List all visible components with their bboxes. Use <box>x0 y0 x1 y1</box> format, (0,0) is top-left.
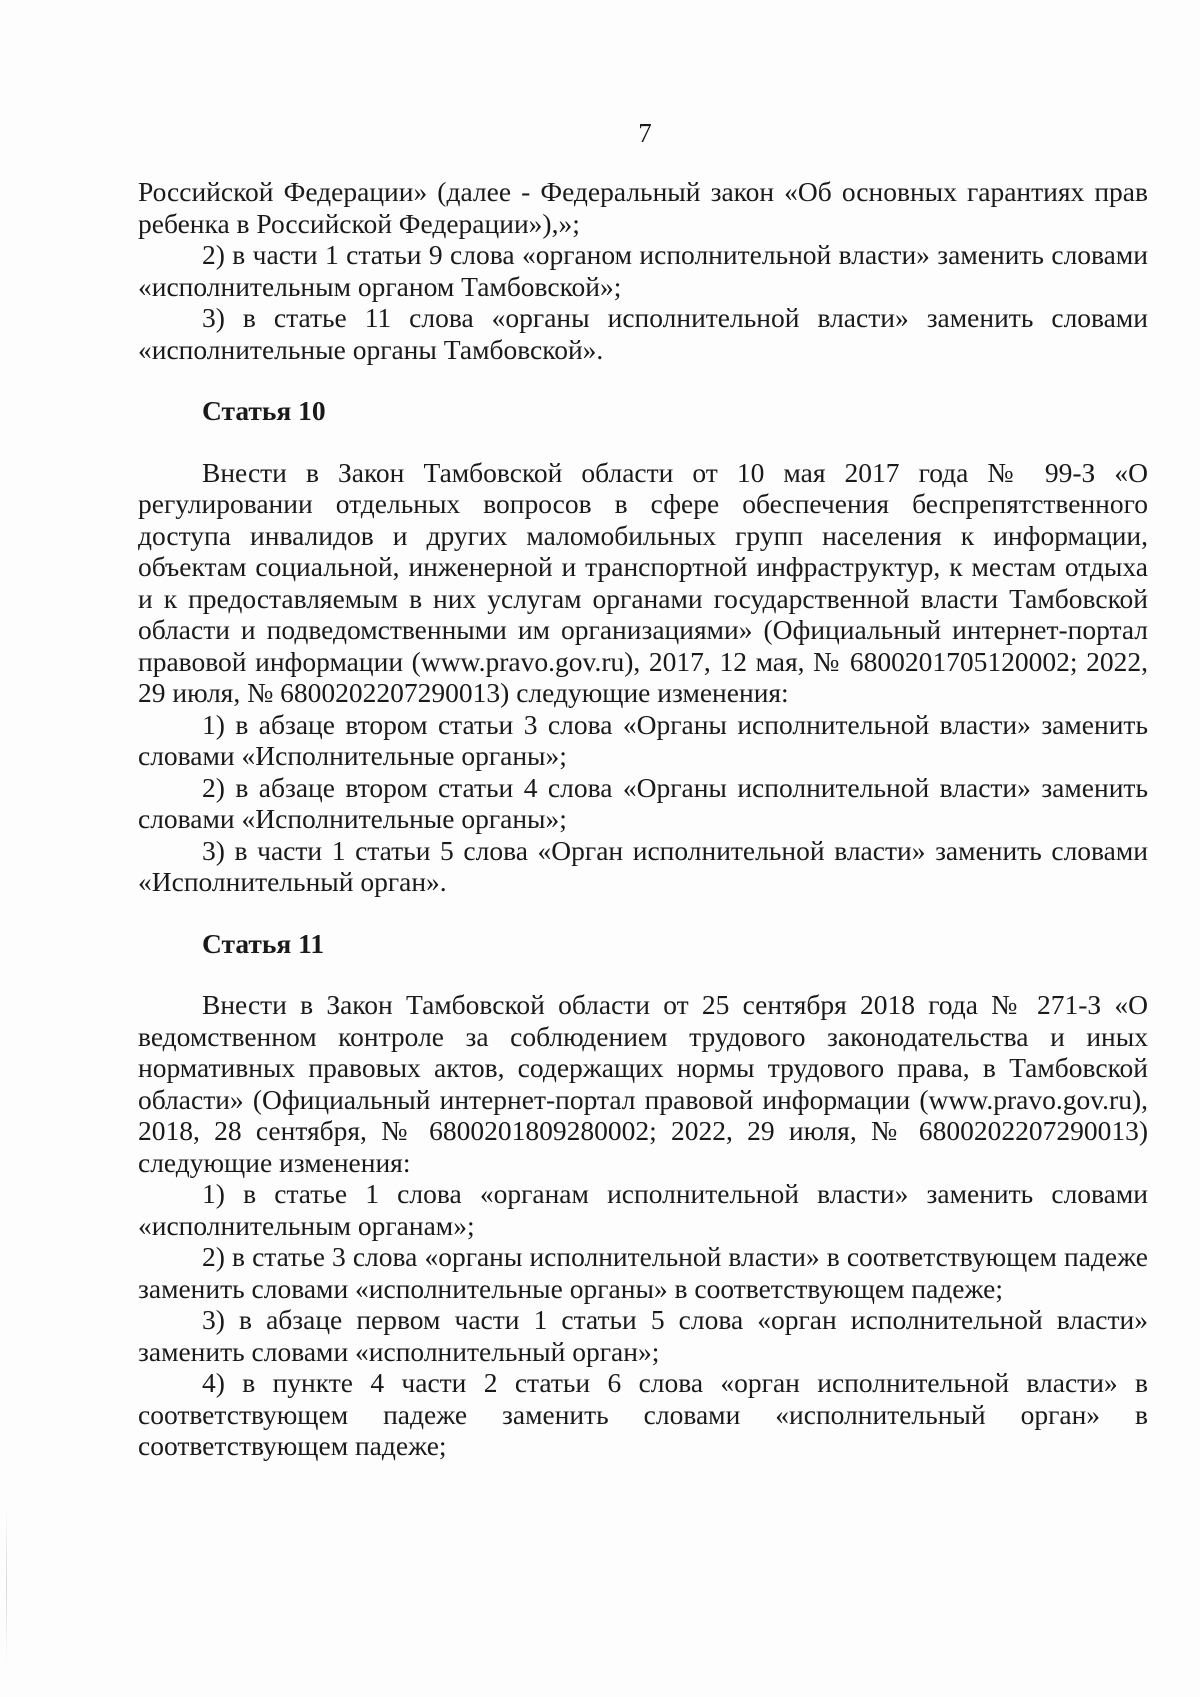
list-item: 3) в статье 11 слова «органы исполнительной власти» заменить словами «исполнительные органы Тамбовской». <box>138 302 1148 365</box>
page-number: 7 <box>638 118 652 148</box>
list-item: 3) в абзаце первом части 1 статьи 5 слова «орган исполнительной власти» заменить словами «исполнительный орган»; <box>138 1304 1148 1367</box>
article-11-heading: Статья 11 <box>202 927 325 959</box>
paragraph: Внести в Закон Тамбовской области от 10 мая 2017 года № 99-З «О регулировании отдельных вопросов в сфере обеспечения беспрепятственного доступа инвалидов и других маломобильных групп населения к информации, объектам социальной, инженерной и транспортной инфраструктур, к местам отдыха и к предоставляемым в них услугам органами государственной власти Тамбовской области и подведомственными им организациями» (Официальный интернет-портал правовой информации (www.pravo.gov.ru), 2017, 12 мая, № 6800201705120002; 2022, 29 июля, № 6800202207290013) следующие изменения: <box>138 456 1148 708</box>
list-item: 2) в статье 3 слова «органы исполнительной власти» в соответствующем падеже заменить словами «исполнительные органы» в соответствующем падеже; <box>138 1241 1148 1304</box>
document-body <box>138 176 1148 1462</box>
paragraph: Российской Федерации» (далее - Федеральный закон «Об основных гарантиях прав ребенка в Российской Федерации»),»; <box>138 176 1148 239</box>
list-item: 2) в абзаце втором статьи 4 слова «Органы исполнительной власти» заменить словами «Исполнительные органы»; <box>138 771 1148 834</box>
scan-edge-artifact <box>6 1500 7 1670</box>
list-item: 3) в части 1 статьи 5 слова «Орган исполнительной власти» заменить словами «Исполнительный орган». <box>138 834 1148 897</box>
list-item: 1) в абзаце втором статьи 3 слова «Органы исполнительной власти» заменить словами «Исполнительные органы»; <box>138 708 1148 771</box>
paragraph: Внести в Закон Тамбовской области от 25 сентября 2018 года № 271-З «О ведомственном контроле за соблюдением трудового законодательства и иных нормативных правовых актов, содержащих нормы трудового права, в Тамбовской области» (Официальный интернет-портал правовой информации (www.pravo.gov.ru), 2018, 28 сентября, № 6800201809280002; 2022, 29 июля, № 6800202207290013) следующие изменения: <box>138 989 1148 1178</box>
list-item: 4) в пункте 4 части 2 статьи 6 слова «орган исполнительной власти» в соответствующем падеже заменить словами «исполнительный орган» в соответствующем падеже; <box>138 1367 1148 1461</box>
list-item: 1) в статье 1 слова «органам исполнительной власти» заменить словами «исполнительным органам»; <box>138 1178 1148 1241</box>
article-10-heading: Статья 10 <box>202 395 326 426</box>
list-item: 2) в части 1 статьи 9 слова «органом исполнительной власти» заменить словами «исполнительным органом Тамбовской»; <box>138 239 1148 302</box>
